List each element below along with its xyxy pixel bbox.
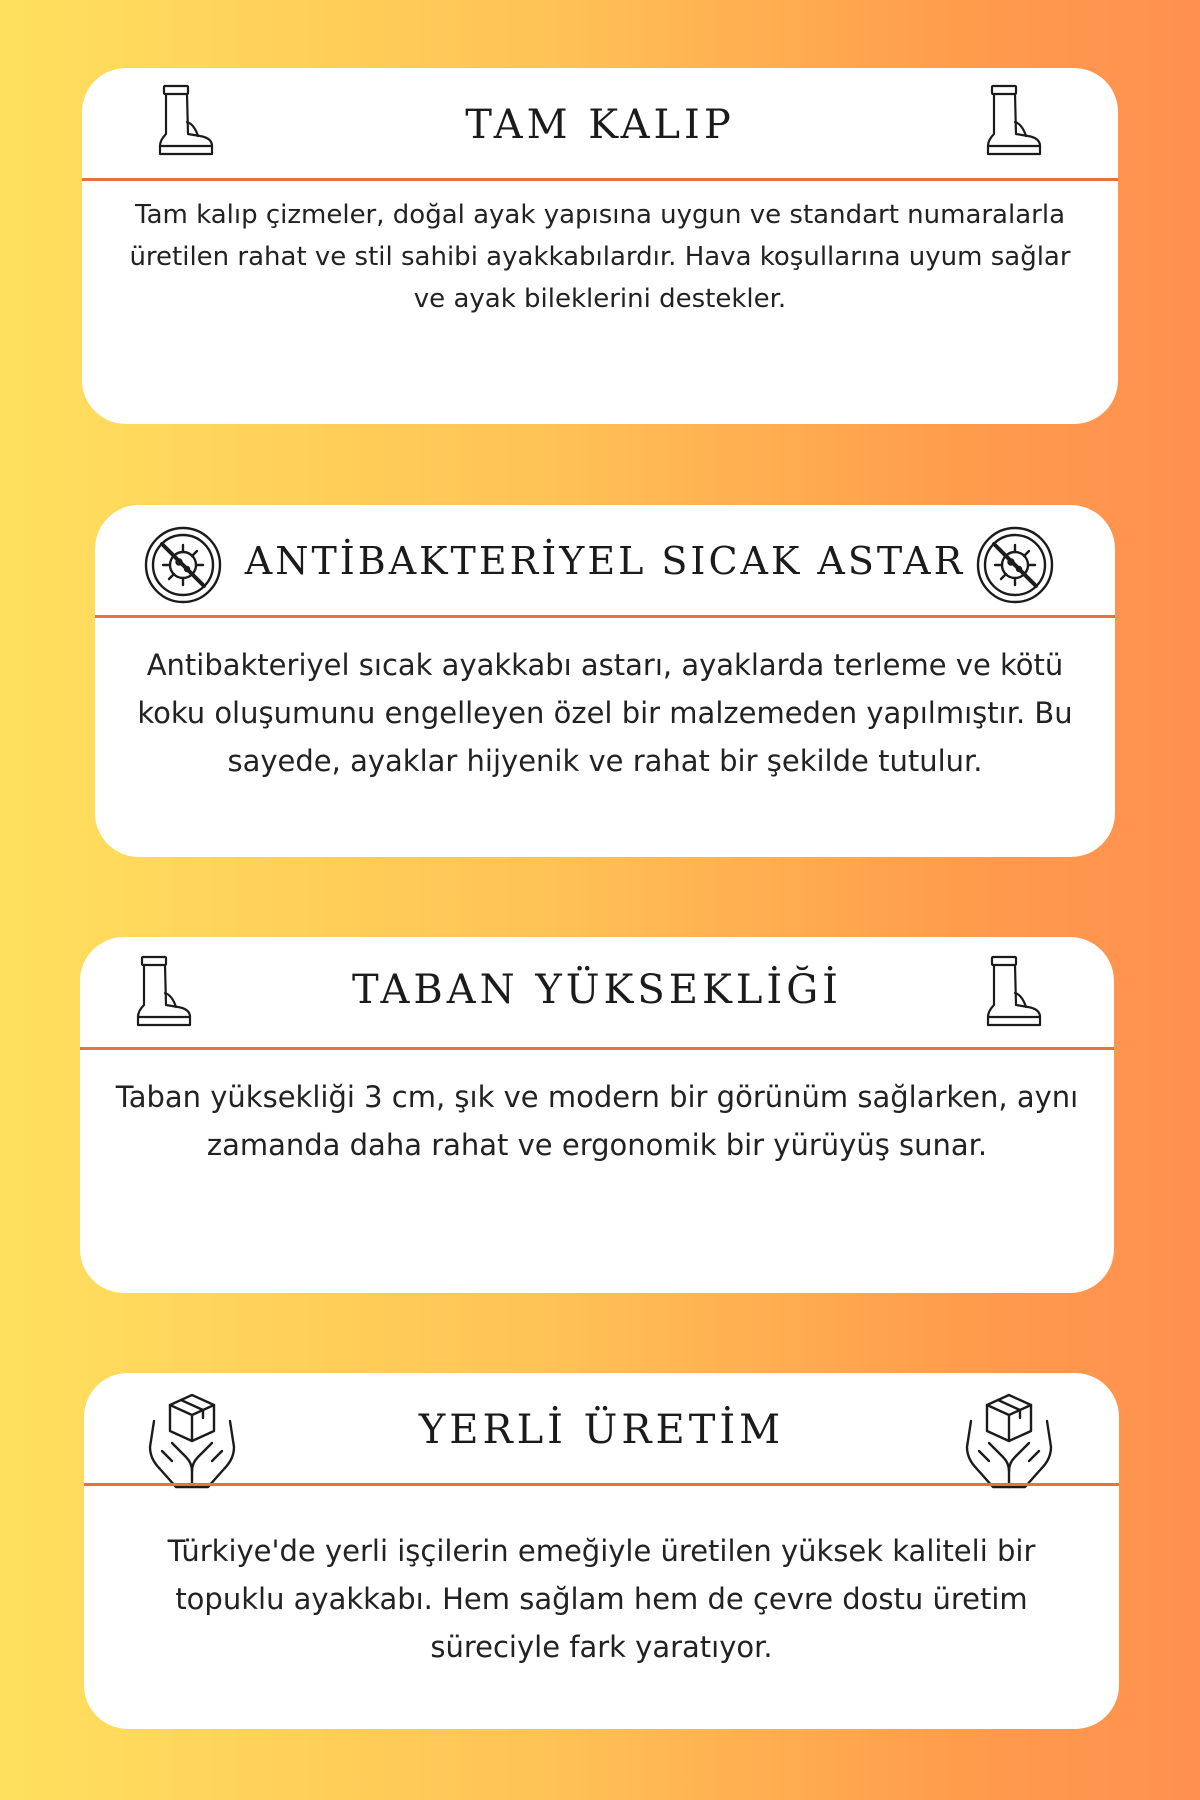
card-divider: [95, 615, 1115, 618]
card-title: TABAN YÜKSEKLİĞİ: [352, 967, 842, 1013]
card-title: YERLİ ÜRETİM: [418, 1407, 785, 1453]
feature-card-taban-yuksekligi: [80, 937, 1114, 1293]
card-divider: [84, 1483, 1119, 1486]
card-description: Türkiye'de yerli işçilerin emeğiyle üretilen yüksek kaliteli bir topuklu ayakkabı. Hem sağlam hem de çevre dostu üretim süreciyle fark yaratıyor.: [167, 1534, 1036, 1664]
feature-card-antibakteriyel: [95, 505, 1115, 857]
feature-card-yerli-uretim: [84, 1373, 1119, 1729]
card-description: Taban yüksekliği 3 cm, şık ve modern bir görünüm sağlarken, aynı zamanda daha rahat ve ergonomik bir yürüyüş sunar.: [115, 1080, 1079, 1162]
feature-card-tam-kalip: [82, 68, 1118, 424]
card-divider: [80, 1047, 1114, 1050]
card-description: Tam kalıp çizmeler, doğal ayak yapısına uygun ve standart numaralarla üretilen rahat ve stil sahibi ayakkabılardır. Hava koşullarına uyum sağlar ve ayak bileklerini destekler.: [129, 200, 1071, 314]
card-description: Antibakteriyel sıcak ayakkabı astarı, ayaklarda terleme ve kötü koku oluşumunu engelleyen özel bir malzemeden yapılmıştır. Bu sayede, ayaklar hijyenik ve rahat bir şekilde tutulur.: [137, 648, 1073, 778]
card-title: ANTİBAKTERİYEL SICAK ASTAR: [244, 539, 966, 583]
card-divider: [82, 178, 1118, 181]
card-title: TAM KALIP: [465, 102, 735, 148]
